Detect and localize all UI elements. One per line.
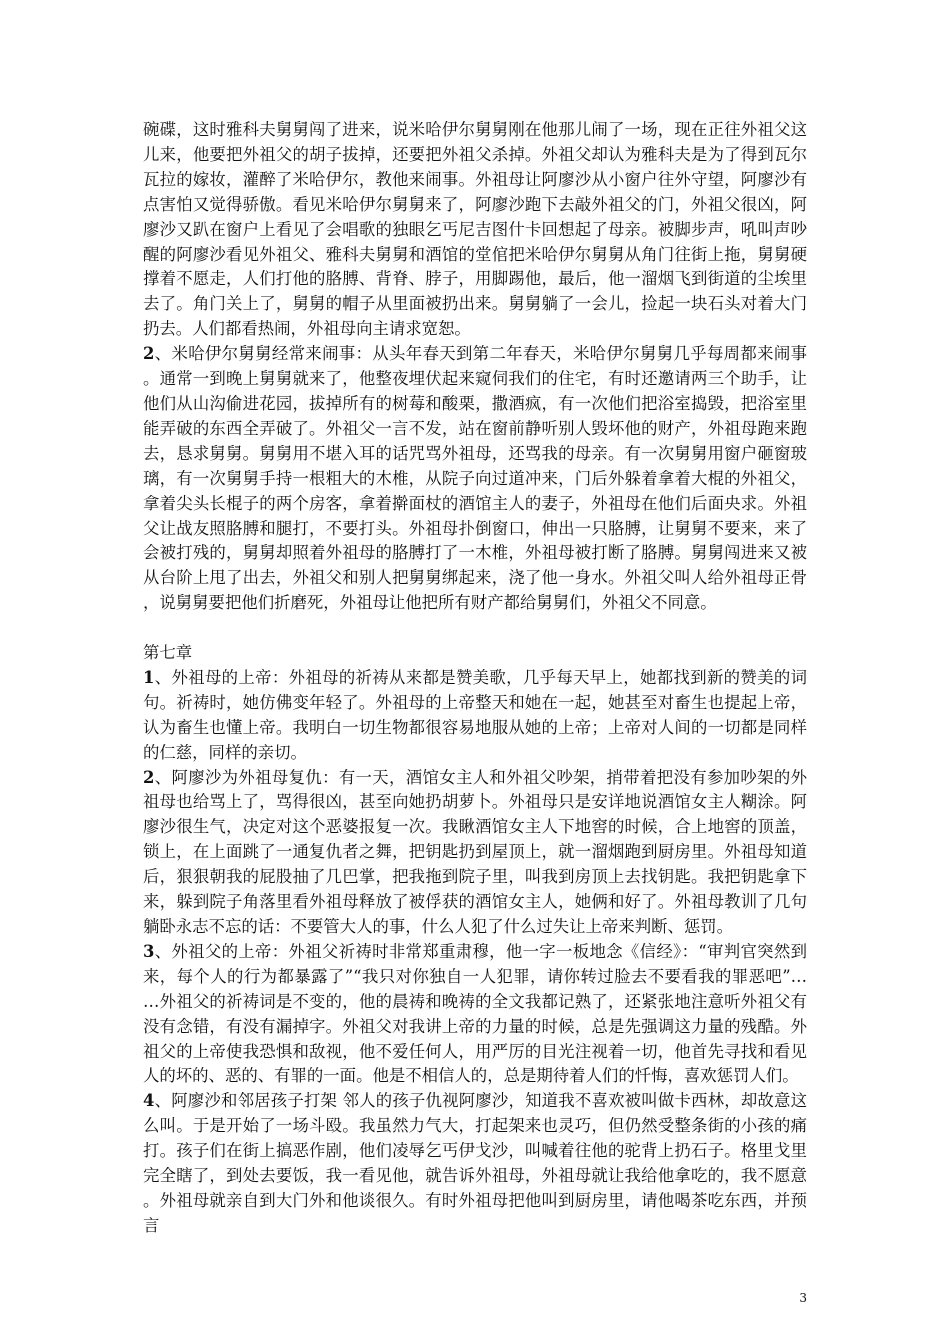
- paragraph-number: 3: [143, 941, 155, 961]
- paragraph-number: 2: [143, 767, 155, 787]
- paragraph-text: 、外祖父的上帝：外祖父祈祷时非常郑重肃穆，他一字一板地念《信经》：“审判官突然到来，每个人的行为都暴露了”“我只对你独自一人犯罪，请你转过脸去不要看我的罪恶吧”……外祖父的祈祷词是不变的，他的晨祷和晚祷的全文我都记熟了，还紧张地注意听外祖父有没有念错，有没有漏掉字。外祖父对我讲上帝的力量的时候，总是先强调这力量的残酷。外祖父的上帝使我恐惧和敌视，他不爱任何人，用严厉的目光注视着一切，他首先寻找和看见人的坏的、恶的、有罪的一面。他是不相信人的，总是期待着人们的忏悔，喜欢惩罚人们。: [143, 941, 807, 1086]
- paragraph-number: 2: [143, 344, 155, 364]
- paragraph-number: 1: [143, 667, 155, 687]
- continuation-paragraph: [143, 118, 807, 342]
- paragraph-text: 、阿廖沙和邻居孩子打架 邻人的孩子仇视阿廖沙，知道我不喜欢被叫做卡西林，却故意这么叫。于是开始了一场斗殴。我虽然力气大，打起架来也灵巧，但仍然受整条街的小孩的痛打。孩子们在街上搞恶作剧，他们凌辱乞丐伊戈沙，叫喊着往他的驼背上扔石子。格里戈里完全瞎了，到处去要饭，我一看见他，就告诉外祖母，外祖母就让我给他拿吃的，我不愿意。外祖母就亲自到大门外和他谈很久。有时外祖母把他叫到厨房里，请他喝茶吃东西，并预言: [143, 1091, 807, 1235]
- page-number: 3: [799, 1291, 807, 1305]
- numbered-paragraph: [143, 342, 807, 616]
- paragraph-text: 、米哈伊尔舅舅经常来闹事：从头年春天到第二年春天，米哈伊尔舅舅几乎每周都来闹事。通常一到晚上舅舅就来了，他整夜埋伏起来窥伺我们的住宅，有时还邀请两三个助手，让他们从山沟偷进花园，拔掉所有的树莓和酸栗，撒酒疯，有一次他们把浴室捣毁，把浴室里能弄破的东西全弄破了。外祖父一言不发，站在窗前静听别人毁坏他的财产，外祖母跑来跑去，恳求舅舅。舅舅用不堪入耳的话咒骂外祖母，还骂我的母亲。有一次舅舅用窗户砸窗玻璃，有一次舅舅手持一根粗大的木椎，从院子向过道冲来，门后外躲着拿着大棍的外祖父，拿着尖头长棍子的两个房客，拿着擀面杖的酒馆主人的妻子，外祖母在他们后面央求。外祖父让战友照胳膊和腿打，不要打头。外祖母扑倒窗口，伸出一只胳膊，让舅舅不要来，来了会被打残的，舅舅却照着外祖母的胳膊打了一木椎，外祖母被打断了胳膊。舅舅闯进来又被从台阶上甩了出去，外祖父和别人把舅舅绑起来，浇了他一身水。外祖父叫人给外祖母正骨，说舅舅要把他们折磨死，外祖母让他把所有财产都给舅舅们，外祖父不同意。: [143, 344, 807, 613]
- numbered-paragraph: [143, 766, 807, 940]
- text-body: [143, 118, 807, 1239]
- chapter-heading: 第七章: [143, 643, 193, 663]
- paragraph-text: 、外祖母的上帝：外祖母的祈祷从来都是赞美歌，几乎每天早上，她都找到新的赞美的词句。祈祷时，她仿佛变年轻了。外祖母的上帝整天和她在一起，她甚至对畜生也提起上帝，认为畜生也懂上帝。我明白一切生物都很容易地服从她的上帝；上帝对人间的一切都是同样的仁慈，同样的亲切。: [143, 667, 807, 762]
- numbered-paragraph: [143, 1089, 807, 1238]
- paragraph-number: 4: [143, 1091, 155, 1111]
- paragraph-text: 碗碟，这时雅科夫舅舅闯了进来，说米哈伊尔舅舅刚在他那儿闹了一场，现在正往外祖父这儿来，他要把外祖父的胡子拔掉，还要把外祖父杀掉。外祖父却认为雅科夫是为了得到瓦尔瓦拉的嫁妆，灌醉了米哈伊尔，教他来闹事。外祖母让阿廖沙从小窗户往外守望，阿廖沙有点害怕又觉得骄傲。看见米哈伊尔舅舅来了，阿廖沙跑下去敲外祖父的门，外祖父很凶，阿廖沙又趴在窗户上看见了会唱歌的独眼乞丐尼吉图什卡回想起了母亲。被脚步声，吼叫声吵醒的阿廖沙看见外祖父、雅科夫舅舅和酒馆的堂倌把米哈伊尔舅舅从角门往街上拖，舅舅硬撑着不愿走，人们打他的胳膊、背脊、脖子，用脚踢他，最后，他一溜烟飞到街道的尘埃里去了。角门关上了，舅舅的帽子从里面被扔出来。舅舅躺了一会儿，捡起一块石头对着大门扔去。人们都看热闹，外祖母向主请求宽恕。: [143, 120, 807, 339]
- numbered-paragraph: [143, 940, 807, 1089]
- numbered-paragraph: [143, 666, 807, 766]
- paragraph-text: 、阿廖沙为外祖母复仇：有一天，酒馆女主人和外祖父吵架，捎带着把没有参加吵架的外祖母也给骂上了，骂得很凶，甚至向她扔胡萝卜。外祖母只是安详地说酒馆女主人糊涂。阿廖沙很生气，决定对这个恶婆报复一次。我瞅酒馆女主人下地窖的时候，合上地窖的顶盖，锁上，在上面跳了一通复仇者之舞，把钥匙扔到屋顶上，就一溜烟跑到厨房里。外祖母知道后，狠狠朝我的屁股抽了几巴掌，把我拖到院子里，叫我到房顶上去找钥匙。我把钥匙拿下来，躲到院子角落里看外祖母释放了被俘获的酒馆女主人，她俩和好了。外祖母教训了几句躺卧永志不忘的话：不要管大人的事，什么人犯了什么过失让上帝来判断、惩罚。: [143, 767, 807, 936]
